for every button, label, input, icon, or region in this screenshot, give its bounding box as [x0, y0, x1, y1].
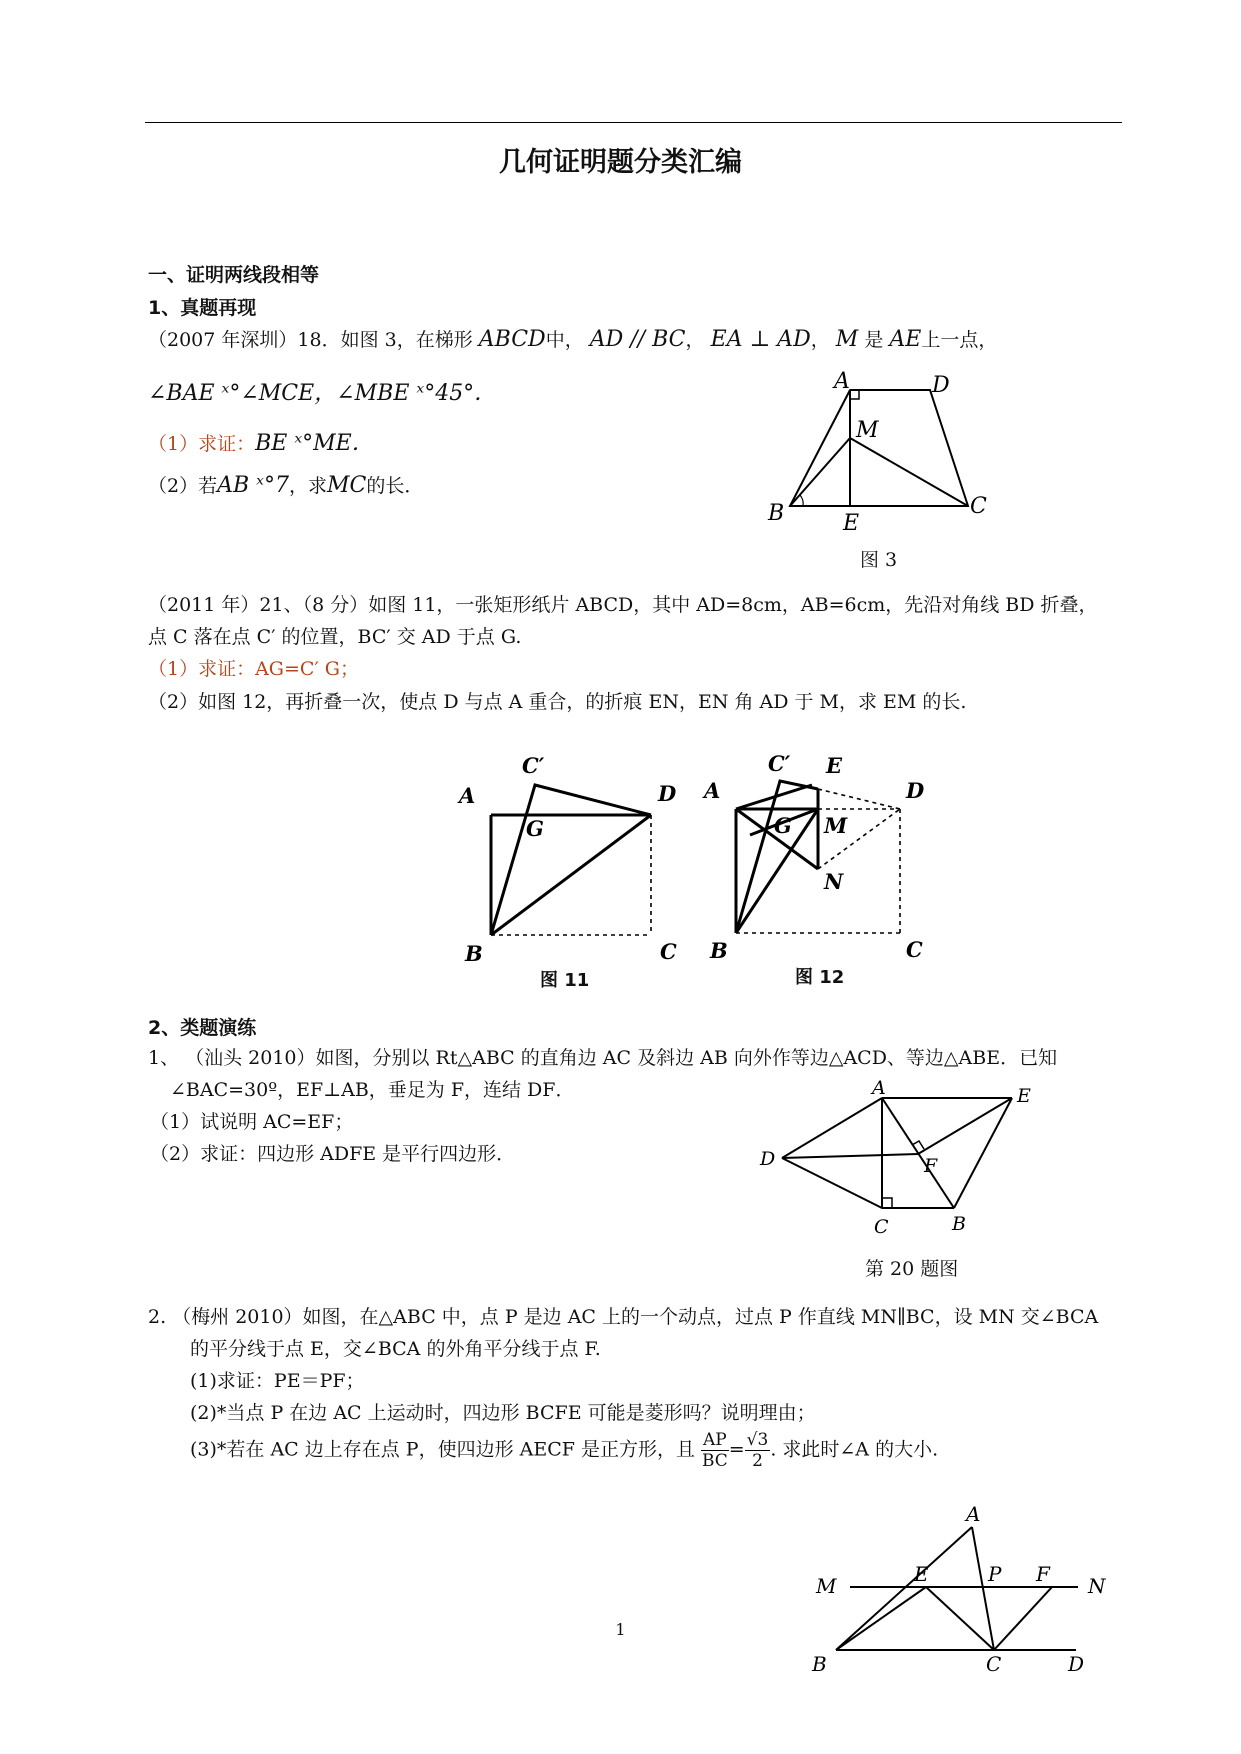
p2-q3-end: . 求此时∠A 的大小. [770, 1438, 939, 1461]
section-heading: 一、证明两线段相等 [148, 264, 320, 286]
fig12-label-d: D [906, 778, 925, 803]
q2007-zhong: 中， [545, 329, 584, 351]
figure-3-caption: 图 3 [860, 549, 898, 571]
p2-question2: (2)*当点 P 在边 AC 上运动时，四边形 BCFE 可能是菱形吗？说明理由； [190, 1402, 816, 1424]
fig3-label-b: B [768, 501, 785, 526]
frac-2: 2 [752, 1451, 763, 1471]
p2fig-label-d: D [1068, 1652, 1085, 1676]
p2fig-label-f: F [1036, 1562, 1050, 1586]
q2007-question2 [148, 472, 423, 500]
q2007-q2-math: AB ˣ°7 [217, 473, 289, 498]
q2007-q1-math: BE ˣ°ME． [255, 431, 374, 456]
q2011-question1: （1）求证：AG=C′ G； [148, 658, 359, 680]
p2-question3 [190, 1430, 938, 1471]
figure-12-caption: 图 12 [795, 967, 845, 988]
fraction-root3-2 [745, 1430, 771, 1471]
fig11-label-b: B [465, 941, 483, 966]
fig3-label-d: D [932, 373, 950, 398]
subsection-heading: 1、真题再现 [148, 297, 257, 319]
p1-line2: ∠BAC=30º，EF⊥AB，垂足为 F，连结 DF． [170, 1079, 575, 1101]
figure-11-fold [455, 745, 695, 985]
fig20-label-b: B [952, 1213, 966, 1235]
p2-question1: (1)求证：PE＝PF； [190, 1370, 365, 1392]
figure-3-trapezoid [760, 370, 990, 570]
q2007-m: M [835, 327, 859, 352]
header-rule [145, 122, 1122, 123]
fig12-label-c: C [906, 937, 923, 962]
frac-root3: √3 [746, 1430, 769, 1450]
fig3-label-e: E [843, 511, 860, 536]
p2-eq: = [728, 1438, 745, 1461]
fig11-label-d: D [658, 781, 677, 806]
p2fig-label-m: M [816, 1574, 837, 1598]
fig12-label-m: M [824, 813, 848, 838]
q2007-q1-label: （1）求证： [148, 433, 256, 455]
subsection-heading-2: 2、类题演练 [148, 1017, 257, 1039]
p2fig-label-e: E [914, 1562, 929, 1586]
fig3-label-m: M [856, 418, 879, 443]
q2011-line1: （2011 年）21、（8 分）如图 11，一张矩形纸片 ABCD，其中 AD=8cm，AB=6cm，先沿对角线 BD 折叠， [148, 594, 1098, 616]
q2007-q2-end: 的长． [366, 475, 424, 497]
p2fig-label-n: N [1088, 1574, 1106, 1598]
fig3-label-a: A [834, 370, 850, 394]
fraction-ap-bc [701, 1430, 729, 1471]
q2007-line2: ∠BAE ˣ°∠MCE，∠MBE ˣ°45°． [148, 381, 497, 406]
fig11-label-a: A [459, 783, 476, 808]
p1-question1: （1）试说明 AC=EF； [150, 1111, 354, 1133]
fig20-label-f: F [924, 1155, 938, 1177]
q2007-line1 [148, 326, 997, 354]
q2011-question2: （2）如图 12，再折叠一次，使点 D 与点 A 重合，的折痕 EN，EN 角 AD 于 M，求 EM 的长. [148, 691, 967, 713]
q2011-line2: 点 C 落在点 C′ 的位置，BC′ 交 AD 于点 G. [148, 626, 522, 648]
fig12-label-e: E [826, 753, 843, 778]
q2007-abcd: ABCD [478, 327, 546, 352]
fig20-label-a: A [872, 1080, 886, 1099]
p2fig-label-a: A [966, 1502, 981, 1526]
q2007-shi: 是 [864, 329, 884, 351]
figure-20-triangles [750, 1080, 1070, 1250]
q2007-comma-2: ， [810, 329, 830, 351]
q2007-intro: （2007 年深圳）18．如图 3，在梯形 [148, 329, 473, 351]
fig12-label-n: N [824, 869, 844, 894]
fig12-label-g: G [774, 813, 792, 838]
fig3-label-c: C [970, 494, 987, 519]
fig11-label-c: C [660, 939, 677, 964]
p1-question2: （2）求证：四边形 ADFE 是平行四边形． [150, 1143, 516, 1165]
fig20-label-e: E [1017, 1085, 1031, 1107]
q2007-question1 [148, 430, 374, 458]
p1-line1: 1、 （汕头 2010）如图，分别以 Rt△ABC 的直角边 AC 及斜边 AB 向外作等边△ACD、等边△ABE．已知 [148, 1047, 1058, 1069]
p2-line1: 2. （梅州 2010）如图，在△ABC 中，点 P 是边 AC 上的一个动点，过点 P 作直线 MN∥BC，设 MN 交∠BCA [148, 1306, 1099, 1328]
fig11-label-cprime: C′ [522, 753, 545, 778]
figure-12-fold [700, 745, 960, 985]
q2007-q2-mc: MC [326, 473, 367, 498]
p2fig-label-p: P [988, 1562, 1002, 1586]
p2-q3-text: (3)*若在 AC 边上存在点 P，使四边形 AECF 是正方形，且 [190, 1438, 695, 1461]
figure-p2-triangle [800, 1495, 1120, 1680]
q2007-q2-label: （2）若 [148, 475, 218, 497]
fig12-label-b: B [710, 938, 728, 963]
frac-bc: BC [701, 1451, 728, 1471]
fig20-label-d: D [760, 1148, 776, 1170]
page-title: 几何证明题分类汇编 [499, 147, 742, 178]
q2007-q2-rest: ，求 [288, 475, 327, 497]
q2007-shang: 上一点， [921, 329, 998, 351]
p2fig-label-c: C [986, 1652, 1002, 1676]
q2007-ad-bc: AD // BC [589, 327, 686, 352]
fig20-label-c: C [874, 1216, 889, 1238]
q2007-ae: AE [889, 327, 922, 352]
q2007-ea-ad: EA ⊥ AD [710, 327, 811, 352]
fig12-label-a: A [704, 778, 721, 803]
figure-11-caption: 图 11 [540, 970, 590, 991]
fig11-label-g: G [526, 816, 544, 841]
frac-ap: AP [703, 1430, 727, 1450]
p2fig-label-b: B [812, 1652, 827, 1676]
figure-20-caption: 第 20 题图 [865, 1258, 959, 1280]
page-number: 1 [615, 1620, 626, 1639]
p2-line2: 的平分线于点 E，交∠BCA 的外角平分线于点 F. [190, 1338, 601, 1360]
q2007-comma: ， [685, 329, 705, 351]
fig12-label-cprime: C′ [768, 751, 791, 776]
